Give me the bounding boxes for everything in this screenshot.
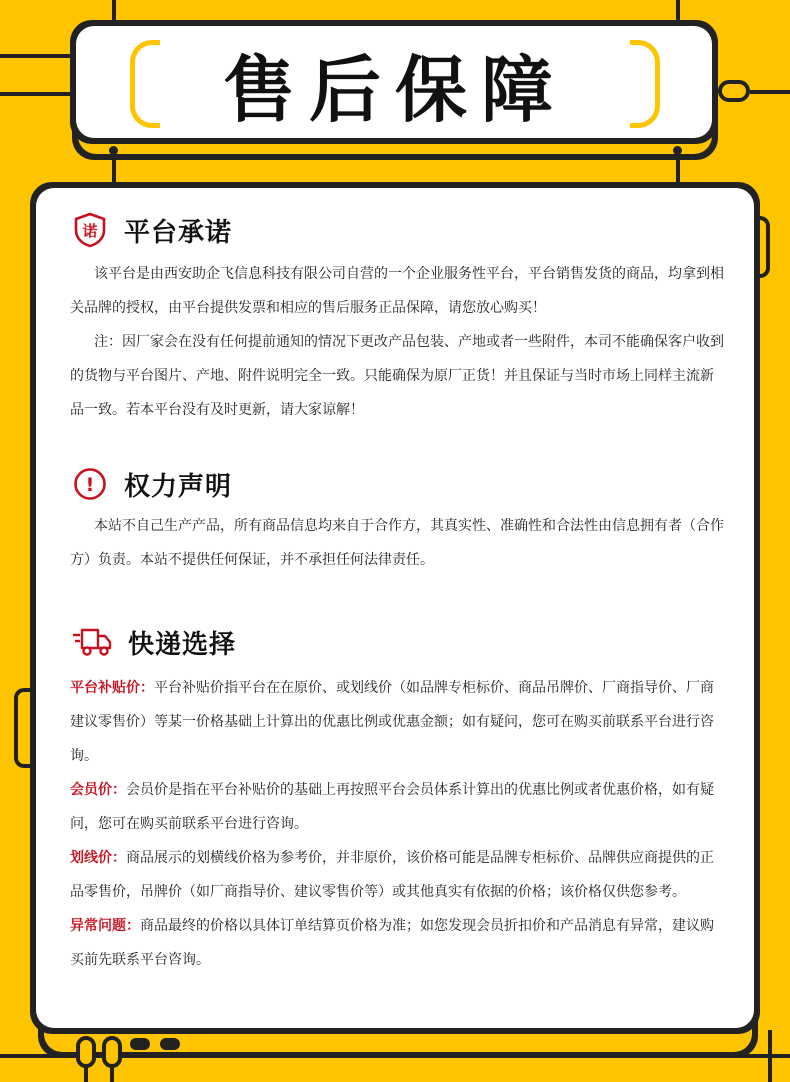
section-header-rights bbox=[72, 464, 232, 504]
shield-icon bbox=[72, 212, 108, 248]
shield-icon-glyph: 诺 bbox=[82, 222, 98, 240]
right-bracket-decoration bbox=[630, 40, 660, 128]
section-title: 权力声明 bbox=[124, 471, 233, 502]
hook-decoration bbox=[76, 1036, 96, 1068]
section-title: 平台承诺 bbox=[124, 217, 233, 248]
price-description: 会员价是指在平台补贴价的基础上再按照平台会员体系计算出的优惠比例或者优惠价格，如有疑问，您可在购买前联系平台进行咨询。 bbox=[70, 782, 714, 832]
paragraph: 本站不自己生产产品，所有商品信息均来自于合作方，其真实性、准确性和合法性由信息拥有者（合作方）负责。本站不提供任何保证，并不承担任何法律责任。 bbox=[70, 518, 724, 568]
left-bracket-decoration bbox=[130, 40, 160, 128]
price-description: 商品最终的价格以具体订单结算页价格为准；如您发现会员折扣价和产品消息有异常，建议购买前先联系平台咨询。 bbox=[70, 918, 714, 968]
frame-line bbox=[750, 90, 790, 94]
delivery-truck-icon bbox=[72, 624, 112, 660]
frame-line bbox=[0, 54, 72, 58]
price-item-strikethrough bbox=[70, 841, 726, 909]
pin-decoration bbox=[109, 146, 118, 155]
frame-line bbox=[676, 0, 680, 22]
price-item-member bbox=[70, 773, 726, 841]
price-description: 商品展示的划横线价格为参考价，并非原价，该价格可能是品牌专柜标价、品牌供应商提供的正品零售价，吊牌价（如厂商指导价、建议零售价等）或其他真实有依据的价格；该价格仅供您参考。 bbox=[70, 850, 714, 900]
section-header-delivery bbox=[72, 622, 236, 662]
price-term: 平台补贴价： bbox=[70, 680, 154, 696]
price-term: 异常问题： bbox=[70, 918, 140, 934]
frame-line bbox=[0, 92, 72, 96]
price-term: 会员价： bbox=[70, 782, 126, 798]
price-description: 平台补贴价指平台在在原价、或划线价（如品牌专柜标价、商品吊牌价、厂商指导价、厂商建议零售价）等某一价格基础上计算出的优惠比例或优惠金额；如有疑问，您可在购买前联系平台进行咨询。 bbox=[70, 680, 714, 764]
section-title: 快递选择 bbox=[128, 629, 237, 660]
frame-line bbox=[112, 0, 116, 22]
price-item-exception bbox=[70, 909, 726, 977]
price-item-subsidy bbox=[70, 671, 726, 773]
plaque-knob-decoration bbox=[718, 80, 750, 102]
side-tab-decoration bbox=[14, 688, 30, 768]
warning-icon bbox=[72, 466, 108, 502]
dot-decoration bbox=[160, 1038, 180, 1050]
dot-decoration bbox=[130, 1038, 150, 1050]
frame-line bbox=[768, 1030, 772, 1082]
page-title: 售后保障 bbox=[222, 48, 567, 132]
hook-decoration bbox=[102, 1036, 122, 1068]
warning-icon-glyph: ! bbox=[85, 474, 95, 496]
paragraph: 该平台是由西安助企飞信息科技有限公司自营的一个企业服务性平台，平台销售发货的商品，均拿到相关品牌的授权，由平台提供发票和相应的售后服务正品保障，请您放心购买！ bbox=[70, 266, 724, 316]
paragraph: 注：因厂家会在没有任何提前通知的情况下更改产品包装、产地或者一些附件，本司不能确保客户收到的货物与平台图片、产地、附件说明完全一致。只能确保为原厂正货！并且保证与当时市场上同样主流新品一致。若本平台没有及时更新，请大家谅解！ bbox=[70, 334, 724, 418]
price-term: 划线价： bbox=[70, 850, 126, 866]
pin-decoration bbox=[673, 146, 682, 155]
section-header-commitment bbox=[72, 210, 232, 250]
